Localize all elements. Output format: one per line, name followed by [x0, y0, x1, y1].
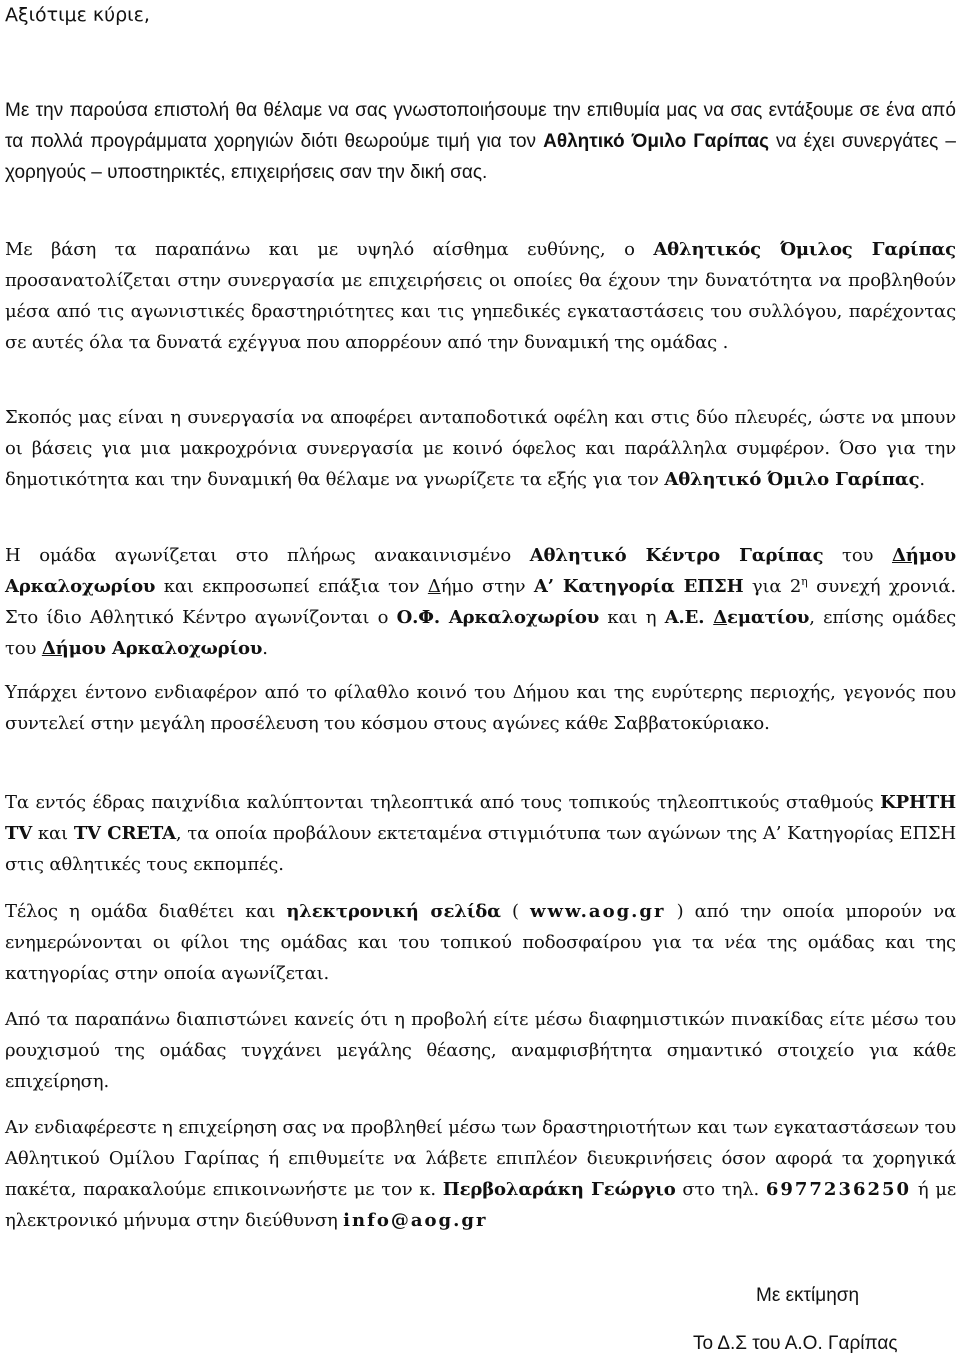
paragraph-responsibility: Με βάση τα παραπάνω και με υψηλό αίσθημα ευθύνης, ο Αθλητικός Όμιλος Γαρίπας προσανατολίζεται στην συνεργασία με επιχειρήσεις οι οποίες θα έχουν την δυνατότητα να προβληθούν μέσα από τις αγωνιστικές δραστηριότητες και τις γηπεδικές εγκαταστάσεις του συλλόγου, παρέχοντας σε αυτές όλα τα δυνατά εχέγγυα που απορρέουν από την δυναμική της ομάδας .: [5, 239, 956, 353]
paragraph-tv: Τα εντός έδρας παιχνίδια καλύπτονται τηλεοπτικά από τους τοπικούς τηλεοπτικούς σταθμούς ΚΡΗΤΗ TV και TV CRETA, τα οποία προβάλουν εκτεταμένα στιγμιότυπα των αγώνων της Α’ Κατηγορίας ΕΠΣΗ στις αθλητικές τους εκπομπές.: [5, 792, 956, 875]
signature: Το Δ.Σ του Α.Ο. Γαρίπας: [693, 1333, 898, 1354]
paragraph-goal: Σκοπός μας είναι η συνεργασία να αποφέρει ανταποδοτικά οφέλη και στις δύο πλευρές, ώστε να μπουν οι βάσεις για μια μακροχρόνια συνεργασία με κοινό όφελος και παράλληλα συμφέρον. Όσο για την δημοτικότητα και την δυναμική θα θέλαμε να γνωρίζετε τα εξής για τον Αθλητικό Όμιλο Γαρίπας.: [5, 407, 956, 490]
email-link[interactable]: info@aog.gr: [343, 1210, 488, 1231]
paragraph-website: Τέλος η ομάδα διαθέτει και ηλεκτρονική σελίδα ( www.aog.gr ) από την οποία μπορούν να ενημερώνονται οι φίλοι της ομάδας και του τοπικού ποδοσφαίρου για τα νέα της ομάδας και της κατηγορίας στην οποία αγωνίζεται.: [5, 901, 956, 984]
team-name: Ο.Φ. Αρκαλοχωρίου: [396, 607, 600, 628]
paragraph-intro: Με την παρούσα επιστολή θα θέλαμε να σας γνωστοποιήσουμε την επιθυμία μας να σας εντάξουμε σε ένα από τα πολλά προγράμματα χορηγιών διότι θεωρούμε τιμή για τον Αθλητικό Όμιλο Γαρίπας να έχει συνεργάτες – χορηγούς – υποστηρικτές, επιχειρήσεις σαν την δική σας.: [5, 100, 956, 183]
sports-center-name: Αθλητικό Κέντρο Γαρίπας: [529, 545, 824, 566]
contact-person: Περβολαράκη Γεώργιο: [442, 1179, 676, 1200]
tv-station: ΚΡΗΤΗ TV: [5, 792, 956, 844]
paragraph-contact: Αν ενδιαφέρεστε η επιχείρηση σας να προβληθεί μέσω των δραστηριοτήτων και των εγκαταστάσεων του Αθλητικού Ομίλου Γαρίπας ή επιθυμείτε να λάβετε επιπλέον διευκρινήσεις όσον αφορά τα χορηγικά πακέτα, παρακαλούμε επικοινωνήστε με τον κ. Περβολαράκη Γεώργιο στο τηλ. 6977236250 ή με ηλεκτρονικό μήνυμα στην διεύθυνση info@aog.gr: [5, 1117, 957, 1231]
paragraph-team: Η ομάδα αγωνίζεται στο πλήρως ανακαινισμένο Αθλητικό Κέντρο Γαρίπας του Δήμου Αρκαλοχωρίου και εκπροσωπεί επάξια τον Δήμο στην Α’ Κατηγορία ΕΠΣΗ για $2^\eta$ συνεχή χρονιά. Στο ίδιο Αθλητικό Κέντρο αγωνίζονται ο Ο.Φ. Αρκαλοχωρίου και η Α.Ε. Δεματίου, επίσης ομάδες του Δήμου Αρκαλοχωρίου.: [5, 545, 956, 659]
closing: Με εκτίμηση: [756, 1285, 860, 1306]
website-link[interactable]: www.aog.gr: [529, 901, 666, 922]
greeting: Αξιότιμε κύριε,: [5, 4, 150, 26]
tv-station: TV CRETA: [73, 823, 176, 844]
paragraph-visibility: Από τα παραπάνω διαπιστώνει κανείς ότι η προβολή είτε μέσω διαφημιστικών πινακίδας είτε μέσω του ρουχισμού της ομάδας τυγχάνει μεγάλης θέασης, αναμφισβήτητα σημαντικό στοιχείο για κάθε επιχείρηση.: [5, 1009, 956, 1092]
club-name: Αθλητικό Όμιλο Γαρίπας: [543, 131, 769, 152]
phone-number[interactable]: 6977236250: [765, 1179, 912, 1200]
league-name: Α’ Κατηγορία ΕΠΣΗ: [533, 576, 744, 597]
paragraph-interest: Υπάρχει έντονο ενδιαφέρον από το φίλαθλο κοινό του Δήμου και της ευρύτερης περιοχής, γεγονός που συντελεί στην μεγάλη προσέλευση του κόσμου στους αγώνες κάθε Σαββατοκύριακο.: [5, 682, 956, 734]
club-name: Αθλητικό Όμιλο Γαρίπας: [664, 469, 920, 490]
club-name: Αθλητικός Όμιλος Γαρίπας: [653, 239, 956, 260]
